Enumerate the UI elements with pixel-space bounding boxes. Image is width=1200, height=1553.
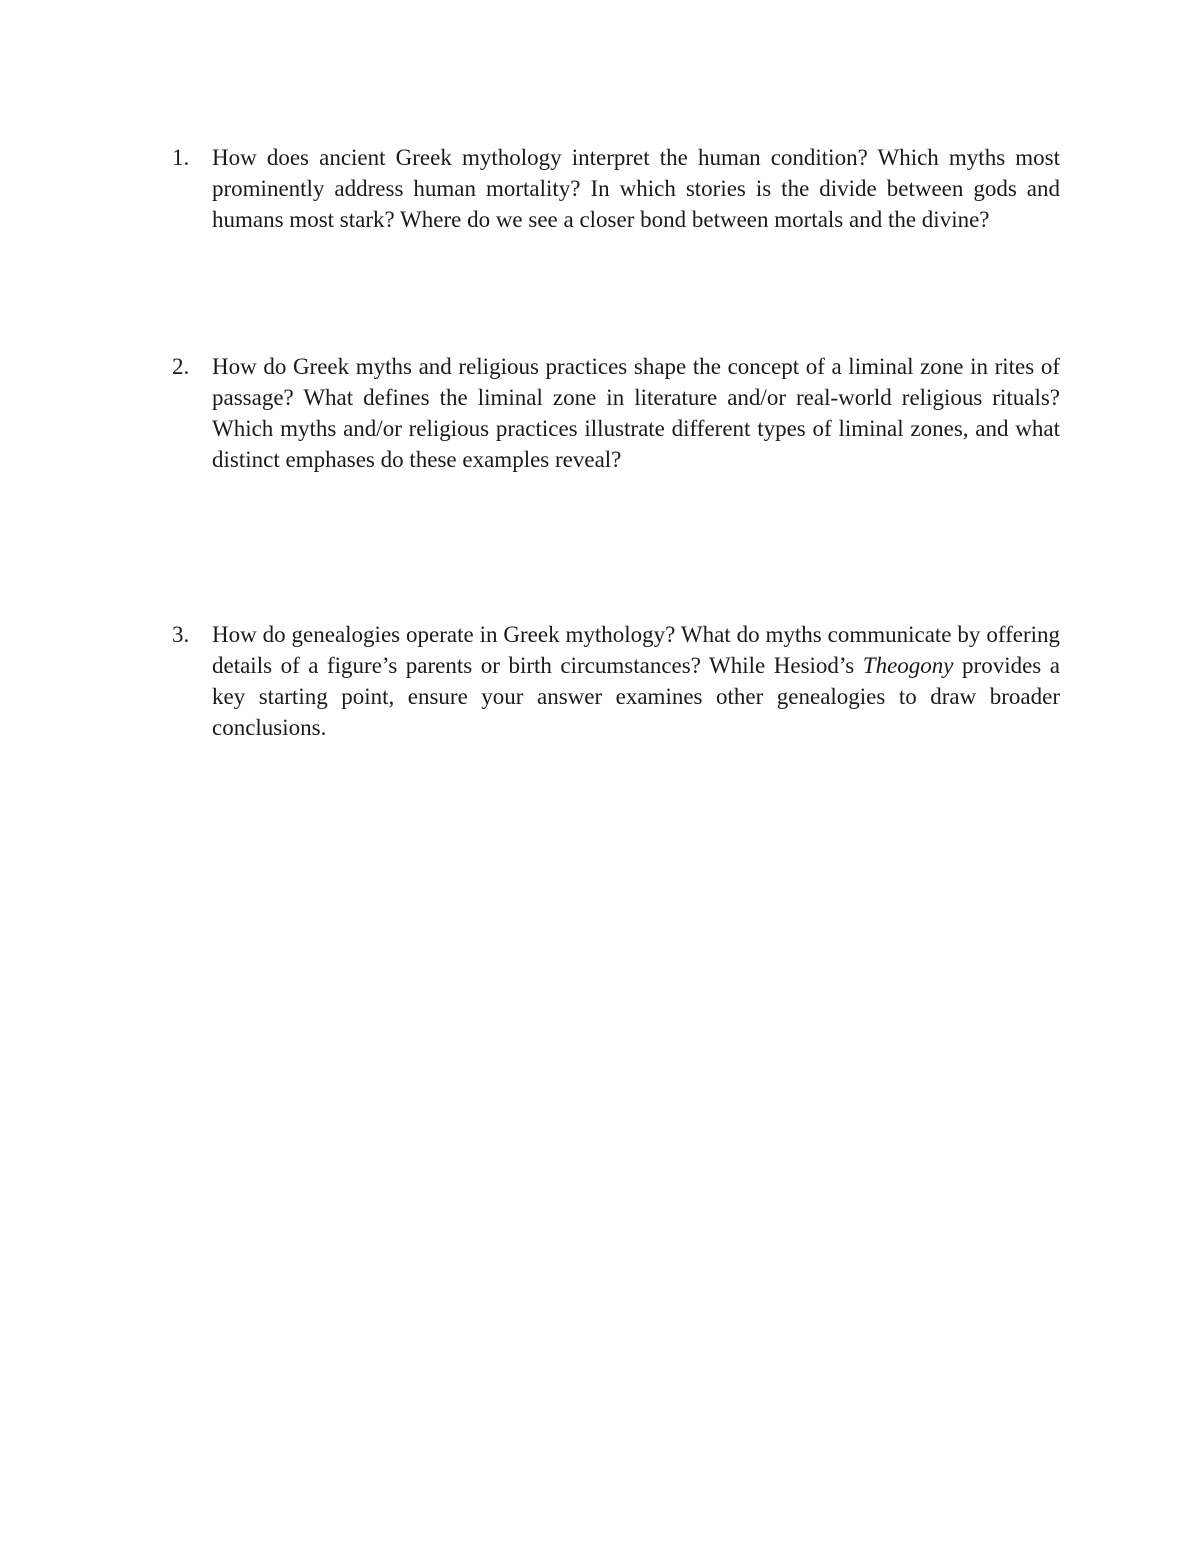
question-text: How does ancient Greek mythology interpret the human condition? Which myths most prominently address human mortality? In which stories is the divide between gods and humans most stark? Where do we see a closer bond between mortals and the divine? [212, 145, 1060, 232]
question-number: 1. [172, 145, 190, 170]
book-title: Theogony [862, 653, 954, 678]
question-text-part: provides a key starting point, ensure your answer examines other genealogies to draw broader conclusions. [212, 653, 1061, 740]
question-text-part: How do genealogies operate in Greek mythology? What do myths communicate by offering details of a figure’s parents or birth circumstances? While Hesiod’s [212, 622, 1060, 678]
question-1 [172, 142, 1060, 235]
question-3 [172, 619, 1060, 743]
question-text [212, 619, 1060, 743]
question-number: 2. [172, 354, 190, 379]
question-text: How do Greek myths and religious practices shape the concept of a liminal zone in rites of passage? What defines the liminal zone in literature and/or real-world religious rituals? Which myths and/or religious practices illustrate different types of liminal zones, and what distinct emphases do these examples reveal? [212, 354, 1060, 472]
question-number: 3. [172, 622, 190, 647]
question-2 [172, 351, 1060, 475]
